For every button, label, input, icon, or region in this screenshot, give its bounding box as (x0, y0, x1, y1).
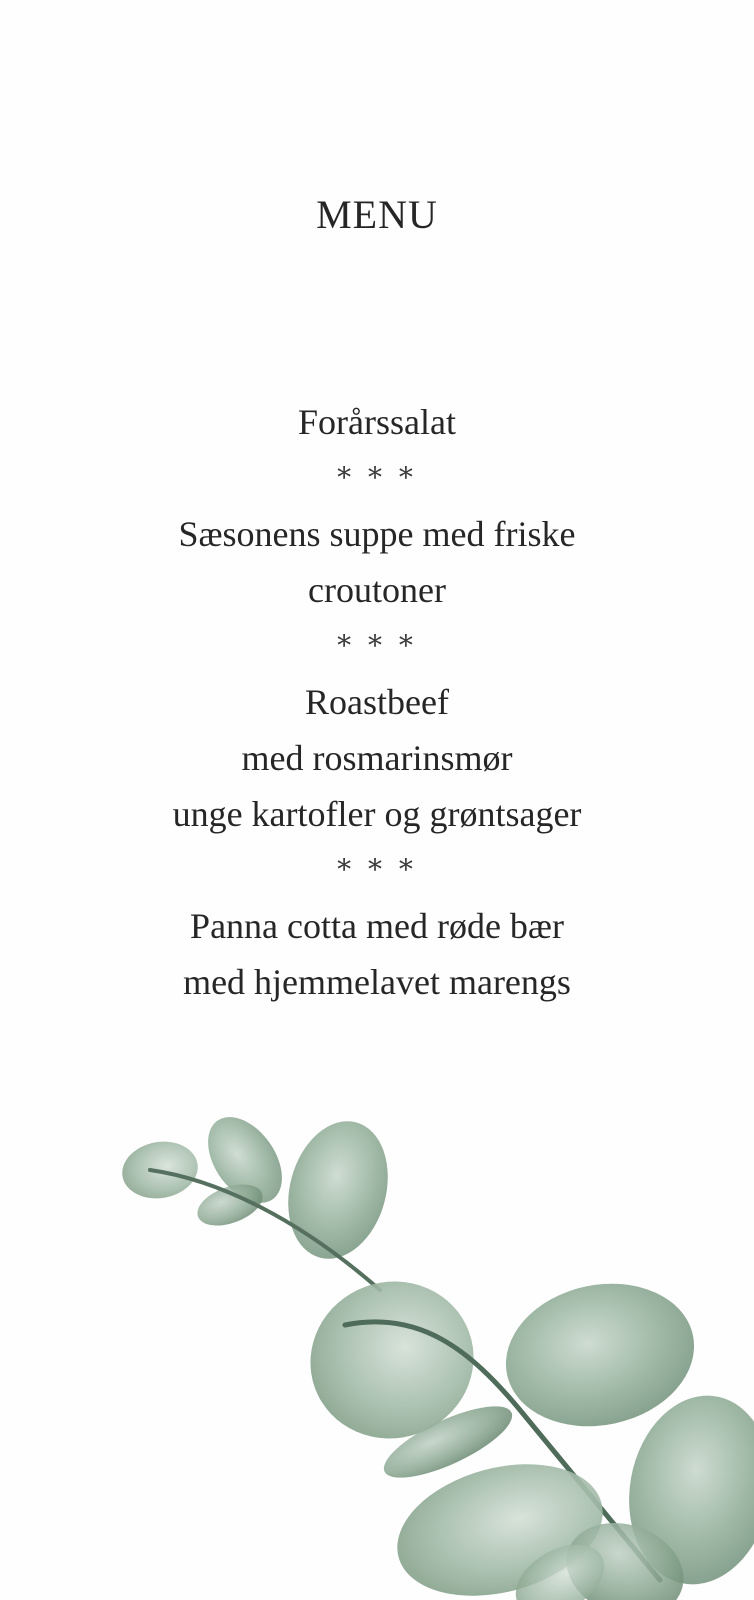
course-soup (0, 506, 754, 618)
separator: * * * (337, 629, 417, 662)
course-line: Sæsonens suppe med friske (178, 514, 576, 554)
course-line: unge kartofler og grøntsager (172, 794, 582, 834)
course-line: croutoner (308, 570, 446, 610)
course-starter (0, 394, 754, 450)
course-line: Panna cotta med røde bær (190, 906, 564, 946)
menu-title: MENU (316, 192, 438, 237)
course-line: med hjemmelavet marengs (183, 962, 571, 1002)
course-line: Forårssalat (298, 402, 456, 442)
course-line: med rosmarinsmør (241, 738, 513, 778)
eucalyptus-branch-icon (0, 1110, 754, 1600)
leaf-shape (274, 1110, 403, 1270)
separator: * * * (337, 461, 417, 494)
separator: * * * (337, 853, 417, 886)
course-list (0, 394, 754, 1010)
course-line: Roastbeef (305, 682, 449, 722)
course-dessert (0, 898, 754, 1010)
course-main (0, 674, 754, 842)
